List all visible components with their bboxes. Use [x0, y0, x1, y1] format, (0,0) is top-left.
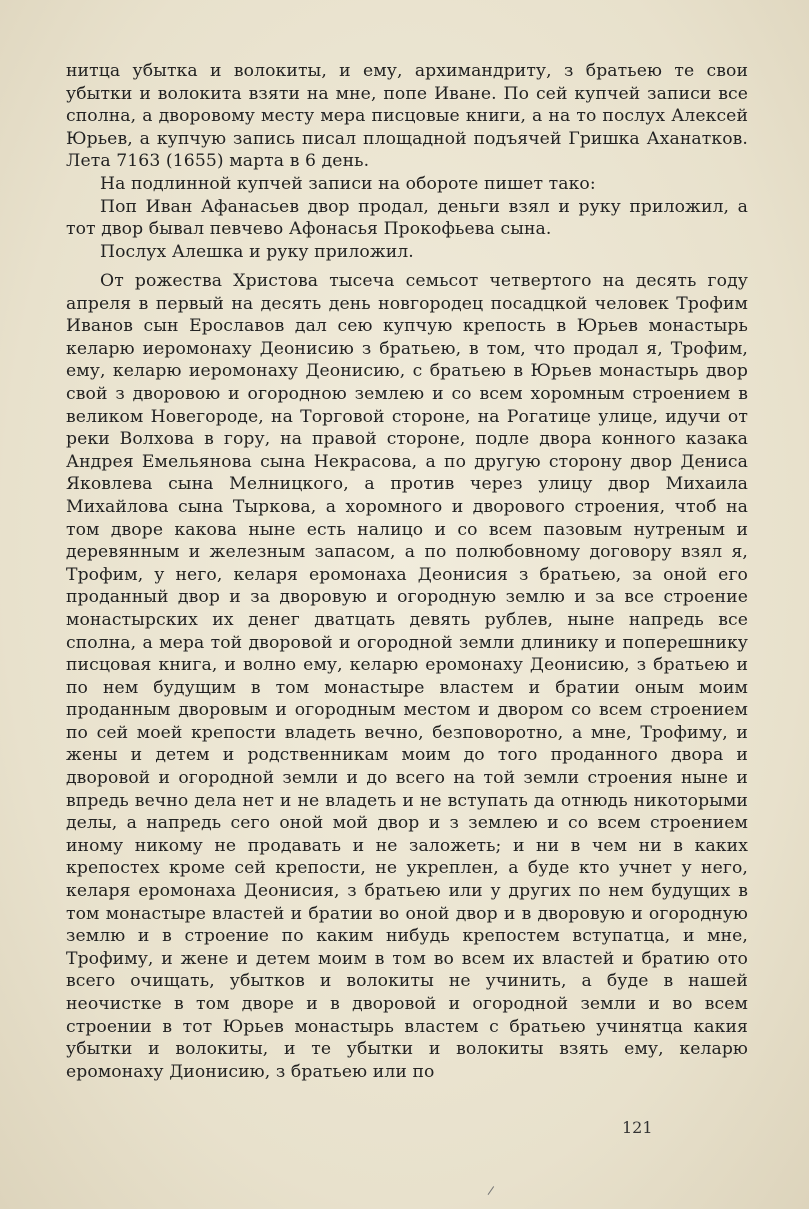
paragraph: На подлинной купчей записи на обороте пишет тако:: [100, 173, 596, 194]
paragraph: Послух Алешка и руку приложил.: [100, 241, 414, 262]
text-block-main: [66, 270, 748, 1083]
paragraph-main: От рожества Христова тысеча семьсот четвертого на десять году апреля в первый на десять день новгородец посадцкой человек Трофим Иванов сын Ерославов дал сею купчую крепость в Юрьев монастырь келарю иеромонаху Деонисию з братьею, в том, что продал я, Трофим, ему, келарю иеромонаху Деонисию, с братьею в Юрьев монастырь двор свой з дворовою и огородною землею и со всем хоромным строением в великом Новегороде, на Торговой стороне, на Рогатице улице, идучи от реки Волхова в гору, на правой стороне, подле двора конного казака Андрея Емельянова сына Некрасова, а по другую сторону двор Дениса Яковлева сына Мелницкого, а против через улицу двор Михаила Михайлова сына Тыркова, а хоромного и дворового строения, чтоб на том дворе какова ныне есть налицо и со всем пазовым нутреным и деревянным и железным запасом, а по полюбовному договору взял я, Трофим, у него, келаря еромонаха Деонисия з братьею, за оной его проданный двор и за дворовую и огородную землю и за все строение монастырских их денег дватцать девять рублев, ныне напредь все сполна, а мера той дворовой и огородной земли длинику и поперешнику писцовая книга, и волно ему, келарю еромонаху Деонисию, з братьею и по нем будущим в том монастыре властем и братии оным моим проданным дворовым и огородным местом и двором со всем строением по сей моей крепости владеть вечно, безповоротно, а мне, Трофиму, и жены и детем и родственникам моим до того проданного двора и дворовой и огородной земли и до всего на той земли строения ныне и впредь вечно дела нет и не владеть и не вступать да отнюдь никоторыми делы, а напредь сего оной мой двор и з землею и со всем строением иному никому не продавать и не заложеть; и ни в чем ни в каких крепостех кроме сей крепости, не укреплен, а буде кто учнет у него, келаря еромонаха Деонисия, з братьею или у других по нем будущих в том монастыре властей и братии во оной двор и в дворовую и огородную землю и в строение по каким нибудь крепостем вступатца, и мне, Трофиму, и жене и детем моим в том во всем их властей и братию ото всего очищать, убытков и волокиты не учинить, а буде в нашей неочистке в том дворе и в дворовой и огородной земли и во всем строении в тот Юрьев монастырь властем с братьею учинятца какия убытки и волокиты, и те убытки и волокиты взять ему, келарю еромонаху Дионисию, з братьею или по: [66, 271, 748, 1082]
paragraph: нитца убытка и волокиты, и ему, архимандриту, з братьею те свои убытки и волокита взяти на мне, попе Иване. По сей купчей записи все сполна, а дворовому месту мера писцовые книги, а на то послух Алексей Юрьев, а купчую запись писал площадной подъячей Гришка Аханатков. Лета 7163 (1655) марта в 6 день.: [66, 61, 748, 172]
page-number: 121: [622, 1118, 653, 1137]
pencil-mark: [488, 1186, 495, 1195]
paragraph: Поп Иван Афанасьев двор продал, деньги взял и руку приложил, а тот двор бывал певчево Афонасья Прокофьева сына.: [66, 196, 748, 240]
text-block-top: [66, 60, 748, 263]
